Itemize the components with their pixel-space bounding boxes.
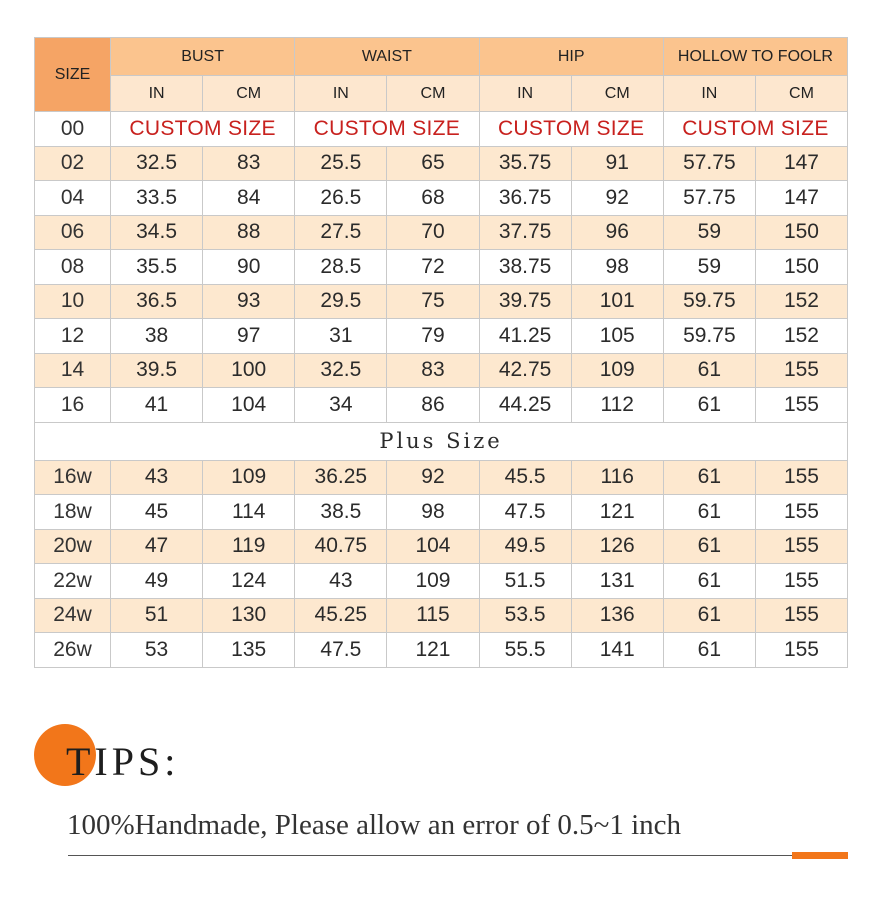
- measurement-cell: 105: [571, 319, 663, 354]
- hip-header: HIP: [479, 38, 663, 76]
- measurement-cell: 38.75: [479, 250, 571, 285]
- measurement-cell: 38: [111, 319, 203, 354]
- measurement-cell: 26.5: [295, 181, 387, 216]
- measurement-cell: 104: [387, 529, 479, 564]
- measurement-cell: 49.5: [479, 529, 571, 564]
- measurement-cell: 93: [203, 284, 295, 319]
- unit-header-cm: CM: [387, 76, 479, 112]
- measurement-cell: 135: [203, 633, 295, 668]
- size-cell: 12: [35, 319, 111, 354]
- table-row: [35, 633, 848, 668]
- measurement-cell: 92: [387, 460, 479, 495]
- measurement-cell: 155: [755, 633, 847, 668]
- measurement-cell: 47: [111, 529, 203, 564]
- measurement-cell: 115: [387, 598, 479, 633]
- measurement-cell: 45.25: [295, 598, 387, 633]
- measurement-cell: 37.75: [479, 215, 571, 250]
- unit-header-in: IN: [663, 76, 755, 112]
- measurement-cell: 28.5: [295, 250, 387, 285]
- measurement-cell: 36.5: [111, 284, 203, 319]
- table-row: [35, 460, 848, 495]
- unit-header-row: [35, 76, 848, 112]
- measurement-cell: 55.5: [479, 633, 571, 668]
- tips-text: 100%Handmade, Please allow an error of 0.5~1 inch: [67, 809, 682, 841]
- measurement-cell: 59: [663, 215, 755, 250]
- size-cell: 16w: [35, 460, 111, 495]
- measurement-cell: 130: [203, 598, 295, 633]
- size-cell: 22w: [35, 564, 111, 599]
- measurement-cell: 25.5: [295, 146, 387, 181]
- measurement-cell: 83: [387, 353, 479, 388]
- size-cell: 26w: [35, 633, 111, 668]
- measurement-cell: 155: [755, 529, 847, 564]
- measurement-cell: 61: [663, 598, 755, 633]
- unit-header-in: IN: [111, 76, 203, 112]
- measurement-cell: 61: [663, 388, 755, 423]
- measurement-cell: 36.75: [479, 181, 571, 216]
- measurement-cell: 131: [571, 564, 663, 599]
- measurement-cell: 86: [387, 388, 479, 423]
- measurement-cell: 39.75: [479, 284, 571, 319]
- measurement-cell: 83: [203, 146, 295, 181]
- measurement-cell: 38.5: [295, 495, 387, 530]
- size-cell: 06: [35, 215, 111, 250]
- measurement-cell: 136: [571, 598, 663, 633]
- measurement-cell: 104: [203, 388, 295, 423]
- size-cell: 14: [35, 353, 111, 388]
- measurement-cell: 150: [755, 250, 847, 285]
- size-cell: 24w: [35, 598, 111, 633]
- size-cell: 08: [35, 250, 111, 285]
- measurement-cell: 75: [387, 284, 479, 319]
- measurement-cell: 42.75: [479, 353, 571, 388]
- unit-header-cm: CM: [571, 76, 663, 112]
- table-row: [35, 529, 848, 564]
- custom-size-label: CUSTOM SIZE: [663, 112, 847, 147]
- measurement-cell: 36.25: [295, 460, 387, 495]
- measurement-cell: 155: [755, 353, 847, 388]
- measurement-cell: 155: [755, 495, 847, 530]
- measurement-cell: 70: [387, 215, 479, 250]
- size-cell: 02: [35, 146, 111, 181]
- measurement-cell: 65: [387, 146, 479, 181]
- group-header-row: [35, 38, 848, 76]
- measurement-cell: 68: [387, 181, 479, 216]
- measurement-cell: 119: [203, 529, 295, 564]
- measurement-cell: 124: [203, 564, 295, 599]
- size-cell: 04: [35, 181, 111, 216]
- measurement-cell: 116: [571, 460, 663, 495]
- measurement-cell: 51.5: [479, 564, 571, 599]
- plus-size-label: Plus Size: [35, 422, 848, 460]
- measurement-cell: 147: [755, 146, 847, 181]
- tips-divider: [68, 855, 848, 856]
- measurement-cell: 33.5: [111, 181, 203, 216]
- measurement-cell: 40.75: [295, 529, 387, 564]
- measurement-cell: 100: [203, 353, 295, 388]
- measurement-cell: 88: [203, 215, 295, 250]
- table-row: [35, 250, 848, 285]
- measurement-cell: 126: [571, 529, 663, 564]
- table-row: [35, 353, 848, 388]
- measurement-cell: 39.5: [111, 353, 203, 388]
- table-row: [35, 181, 848, 216]
- measurement-cell: 155: [755, 460, 847, 495]
- measurement-cell: 47.5: [295, 633, 387, 668]
- measurement-cell: 31: [295, 319, 387, 354]
- size-cell: 16: [35, 388, 111, 423]
- measurement-cell: 97: [203, 319, 295, 354]
- measurement-cell: 114: [203, 495, 295, 530]
- measurement-cell: 34.5: [111, 215, 203, 250]
- measurement-cell: 150: [755, 215, 847, 250]
- measurement-cell: 59.75: [663, 284, 755, 319]
- measurement-cell: 53: [111, 633, 203, 668]
- measurement-cell: 35.75: [479, 146, 571, 181]
- unit-header-in: IN: [295, 76, 387, 112]
- tips-accent-bar: [792, 852, 848, 859]
- measurement-cell: 41.25: [479, 319, 571, 354]
- table-row: [35, 495, 848, 530]
- measurement-cell: 49: [111, 564, 203, 599]
- measurement-cell: 147: [755, 181, 847, 216]
- waist-header: WAIST: [295, 38, 479, 76]
- measurement-cell: 57.75: [663, 181, 755, 216]
- measurement-cell: 79: [387, 319, 479, 354]
- measurement-cell: 57.75: [663, 146, 755, 181]
- measurement-cell: 61: [663, 353, 755, 388]
- tips-title: TIPS:: [66, 739, 180, 784]
- size-chart-table: [34, 37, 848, 668]
- measurement-cell: 72: [387, 250, 479, 285]
- table-row: [35, 215, 848, 250]
- measurement-cell: 35.5: [111, 250, 203, 285]
- measurement-cell: 121: [387, 633, 479, 668]
- measurement-cell: 61: [663, 495, 755, 530]
- measurement-cell: 98: [387, 495, 479, 530]
- measurement-cell: 41: [111, 388, 203, 423]
- measurement-cell: 61: [663, 564, 755, 599]
- measurement-cell: 155: [755, 598, 847, 633]
- measurement-cell: 45: [111, 495, 203, 530]
- size-cell: 10: [35, 284, 111, 319]
- bust-header: BUST: [111, 38, 295, 76]
- table-row: [35, 146, 848, 181]
- plus-size-row: [35, 422, 848, 460]
- unit-header-cm: CM: [755, 76, 847, 112]
- unit-header-cm: CM: [203, 76, 295, 112]
- measurement-cell: 98: [571, 250, 663, 285]
- measurement-cell: 92: [571, 181, 663, 216]
- measurement-cell: 43: [111, 460, 203, 495]
- measurement-cell: 44.25: [479, 388, 571, 423]
- measurement-cell: 121: [571, 495, 663, 530]
- measurement-cell: 43: [295, 564, 387, 599]
- measurement-cell: 109: [387, 564, 479, 599]
- measurement-cell: 152: [755, 319, 847, 354]
- size-column-header: SIZE: [35, 38, 111, 112]
- measurement-cell: 91: [571, 146, 663, 181]
- table-row: [35, 319, 848, 354]
- measurement-cell: 34: [295, 388, 387, 423]
- custom-size-row: [35, 112, 848, 147]
- table-row: [35, 564, 848, 599]
- table-row: [35, 598, 848, 633]
- measurement-cell: 109: [571, 353, 663, 388]
- measurement-cell: 61: [663, 529, 755, 564]
- measurement-cell: 112: [571, 388, 663, 423]
- measurement-cell: 96: [571, 215, 663, 250]
- custom-size-label: CUSTOM SIZE: [295, 112, 479, 147]
- size-cell: 20w: [35, 529, 111, 564]
- measurement-cell: 152: [755, 284, 847, 319]
- measurement-cell: 61: [663, 460, 755, 495]
- measurement-cell: 61: [663, 633, 755, 668]
- measurement-cell: 84: [203, 181, 295, 216]
- measurement-cell: 45.5: [479, 460, 571, 495]
- measurement-cell: 53.5: [479, 598, 571, 633]
- measurement-cell: 59.75: [663, 319, 755, 354]
- measurement-cell: 109: [203, 460, 295, 495]
- measurement-cell: 47.5: [479, 495, 571, 530]
- measurement-cell: 29.5: [295, 284, 387, 319]
- measurement-cell: 101: [571, 284, 663, 319]
- measurement-cell: 59: [663, 250, 755, 285]
- custom-size-label: CUSTOM SIZE: [111, 112, 295, 147]
- custom-size-label: CUSTOM SIZE: [479, 112, 663, 147]
- size-cell: 18w: [35, 495, 111, 530]
- measurement-cell: 32.5: [111, 146, 203, 181]
- hollow-to-floor-header: HOLLOW TO FOOLR: [663, 38, 847, 76]
- measurement-cell: 90: [203, 250, 295, 285]
- measurement-cell: 51: [111, 598, 203, 633]
- measurement-cell: 27.5: [295, 215, 387, 250]
- measurement-cell: 155: [755, 564, 847, 599]
- unit-header-in: IN: [479, 76, 571, 112]
- measurement-cell: 155: [755, 388, 847, 423]
- table-row: [35, 388, 848, 423]
- measurement-cell: 32.5: [295, 353, 387, 388]
- measurement-cell: 141: [571, 633, 663, 668]
- table-row: [35, 284, 848, 319]
- size-cell: 00: [35, 112, 111, 147]
